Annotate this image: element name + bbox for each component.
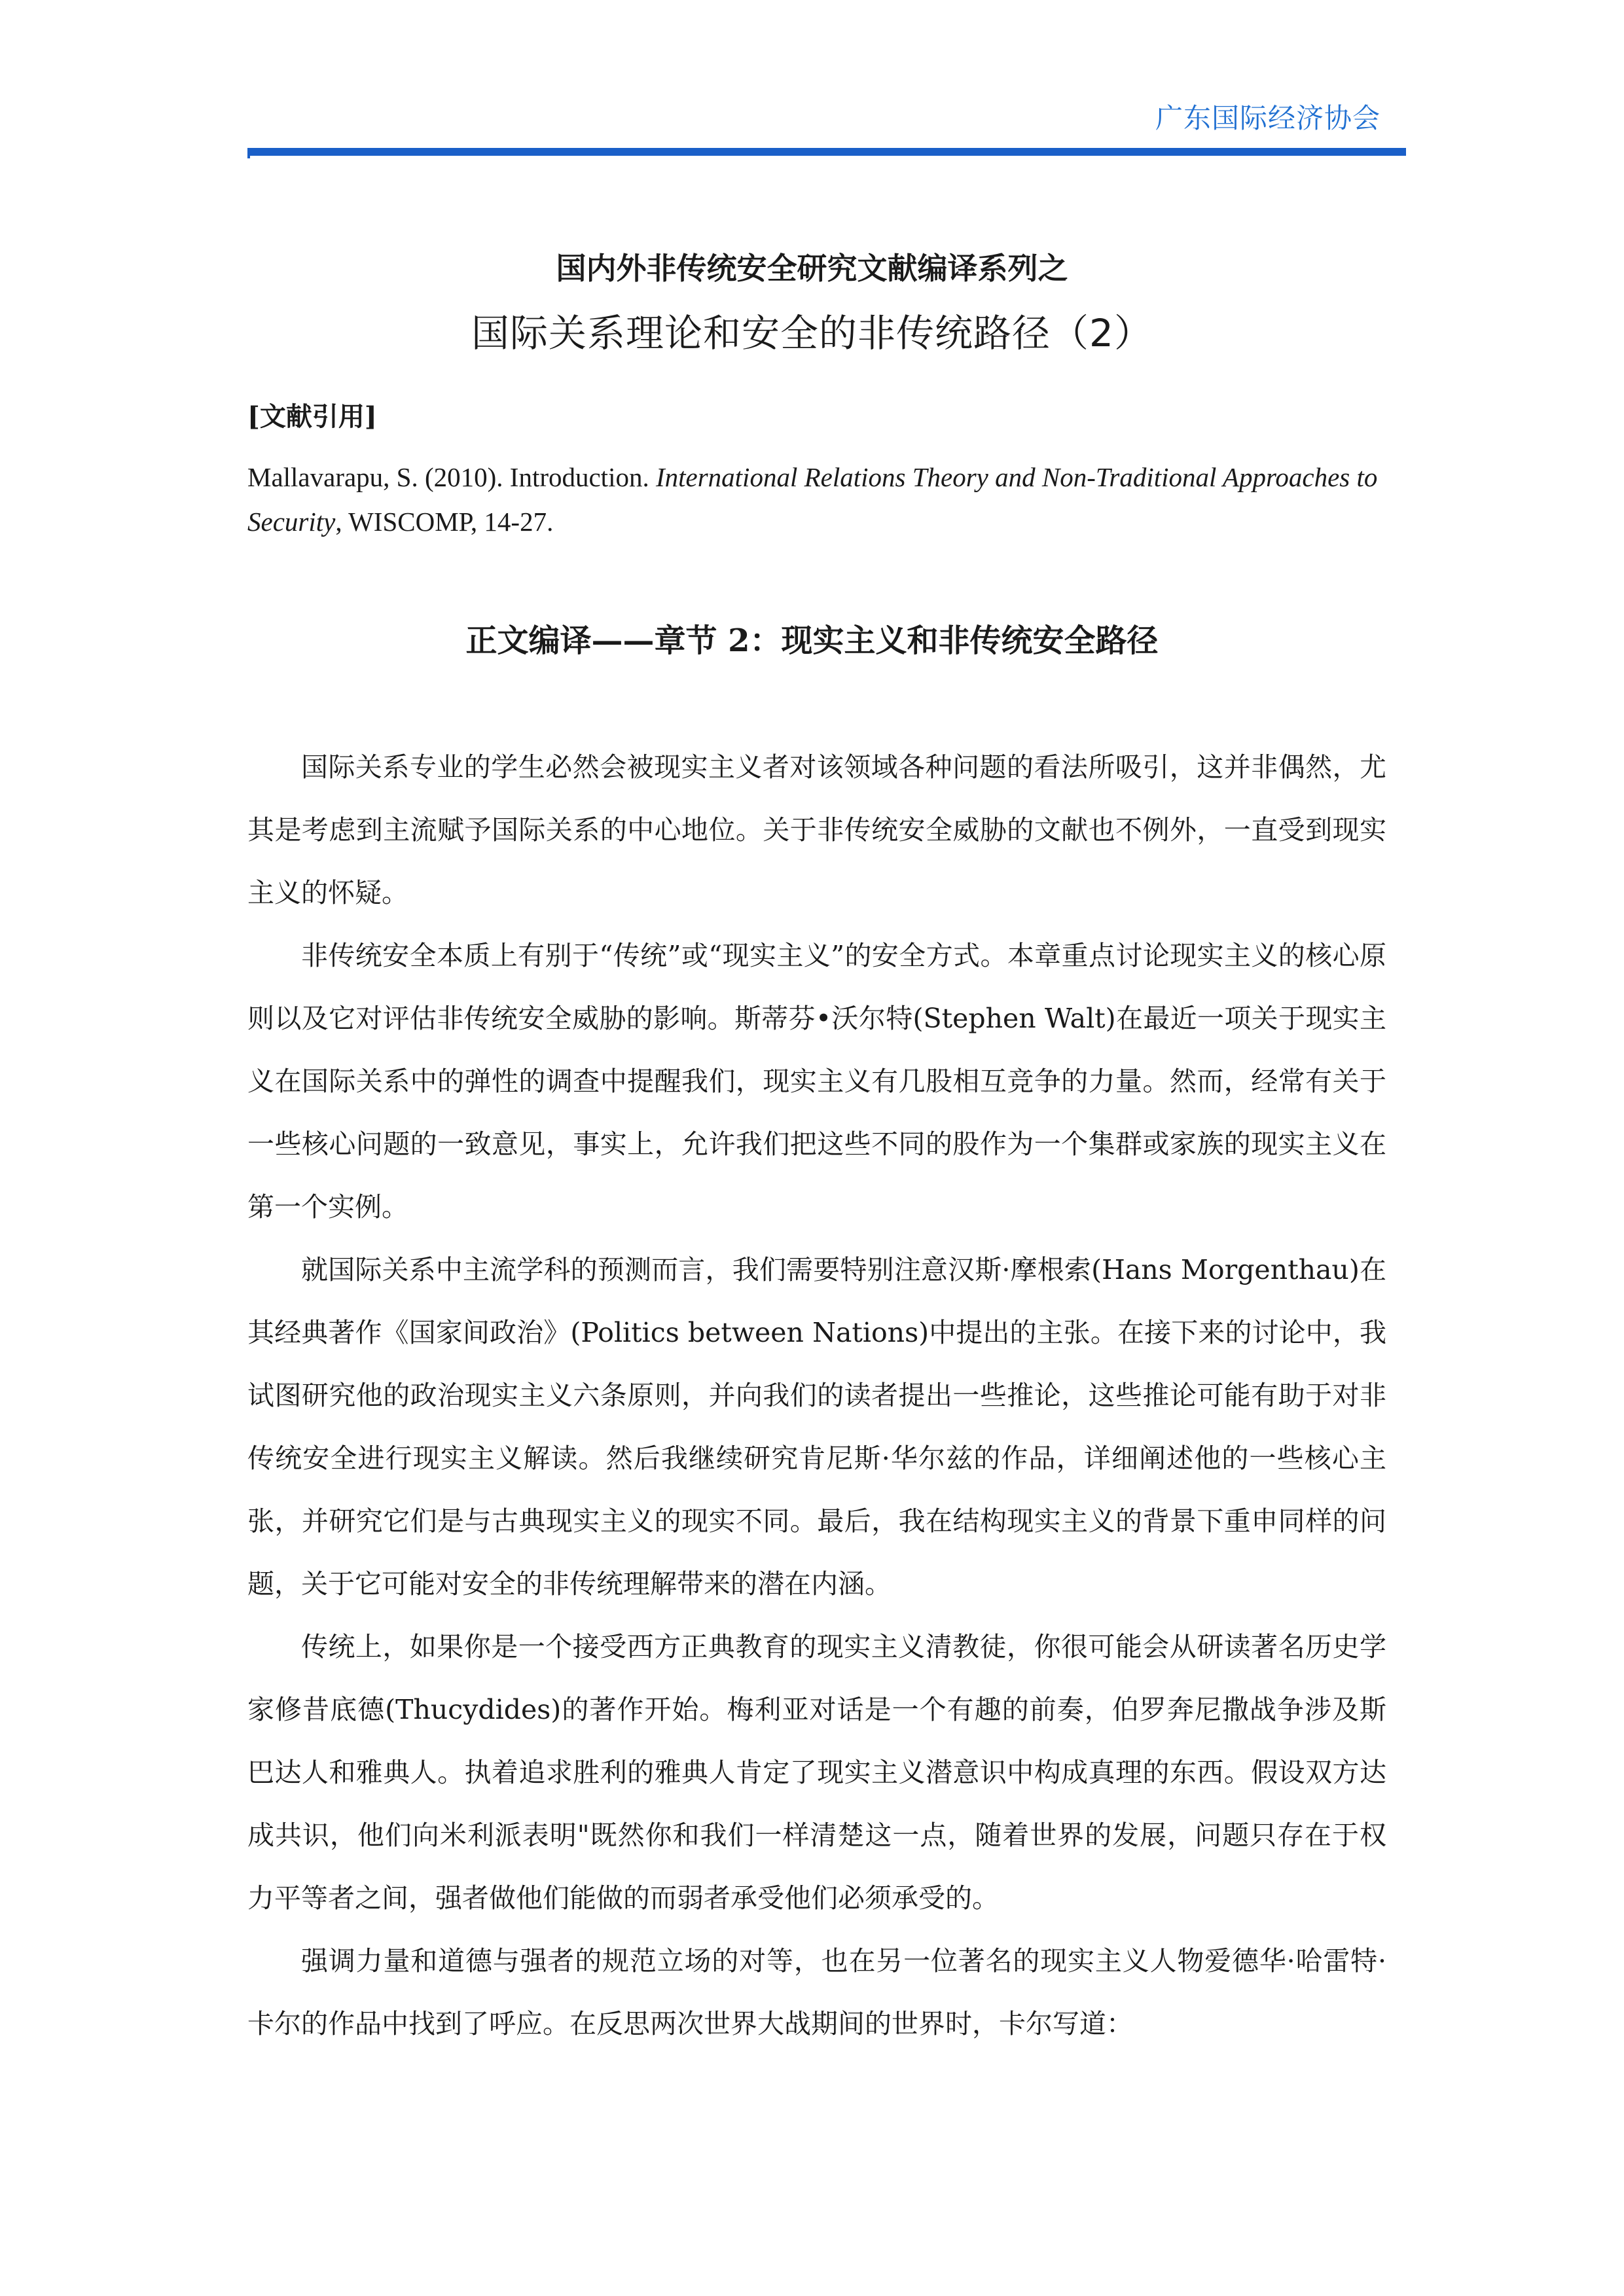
paragraph: 国际关系专业的学生必然会被现实主义者对该领域各种问题的看法所吸引，这并非偶然，尤其是考虑到主流赋予国际关系的中心地位。关于非传统安全威胁的文献也不例外，一直受到现实主义的怀疑。 xyxy=(247,751,1386,908)
series-title: 国内外非传统安全研究文献编译系列之 xyxy=(556,251,1068,286)
citation-title: International Relations Theory and Non-Traditional Approaches to Security xyxy=(247,462,1378,537)
organization-name: 广东国际经济协会 xyxy=(1155,102,1380,134)
section-heading: 正文编译——章节 2：现实主义和非传统安全路径 xyxy=(465,622,1159,659)
paragraph: 就国际关系中主流学科的预测而言，我们需要特别注意汉斯·摩根索(Hans Morgenthau)在其经典著作《国家间政治》(Politics between Nations)中提出的主张。在接下来的讨论中，我试图研究他的政治现实主义六条原则，并向我们的读者提出一些推论，这些推论可能有助于对非传统安全进行现实主义解读。然后我继续研究肯尼斯·华尔兹的作品，详细阐述他的一些核心主张，并研究它们是与古典现实主义的现实不同。最后，我在结构现实主义的背景下重申同样的问题，关于它可能对安全的非传统理解带来的潜在内涵。 xyxy=(247,1254,1386,1600)
header-divider xyxy=(247,148,1406,156)
header-divider-tick xyxy=(247,156,250,158)
paragraph: 强调力量和道德与强者的规范立场的对等，也在另一位著名的现实主义人物爱德华·哈雷特·卡尔的作品中找到了呼应。在反思两次世界大战期间的世界时，卡尔写道： xyxy=(247,1945,1386,2039)
citation-prefix: Mallavarapu, S. (2010). Introduction. xyxy=(247,462,656,492)
citation-heading: [文献引用] xyxy=(247,401,377,432)
document-title: 国际关系理论和安全的非传统路径（2） xyxy=(471,311,1153,355)
paragraph: 传统上，如果你是一个接受西方正典教育的现实主义清教徒，你很可能会从研读著名历史学家修昔底德(Thucydides)的著作开始。梅利亚对话是一个有趣的前奏，伯罗奔尼撒战争涉及斯巴达人和雅典人。执着追求胜利的雅典人肯定了现实主义潜意识中构成真理的东西。假设双方达成共识，他们向米利派表明"既然你和我们一样清楚这一点，随着世界的发展，问题只存在于权力平等者之间，强者做他们能做的而弱者承受他们必须承受的。 xyxy=(247,1631,1386,1914)
body-text xyxy=(247,736,1386,2055)
paragraph: 非传统安全本质上有别于“传统”或“现实主义”的安全方式。本章重点讨论现实主义的核心原则以及它对评估非传统安全威胁的影响。斯蒂芬•沃尔特(Stephen Walt)在最近一项关于现实主义在国际关系中的弹性的调查中提醒我们，现实主义有几股相互竞争的力量。然而，经常有关于一些核心问题的一致意见，事实上，允许我们把这些不同的股作为一个集群或家族的现实主义在第一个实例。 xyxy=(247,940,1386,1223)
citation-suffix: , WISCOMP, 14-27. xyxy=(335,507,554,537)
citation-text xyxy=(247,455,1386,544)
